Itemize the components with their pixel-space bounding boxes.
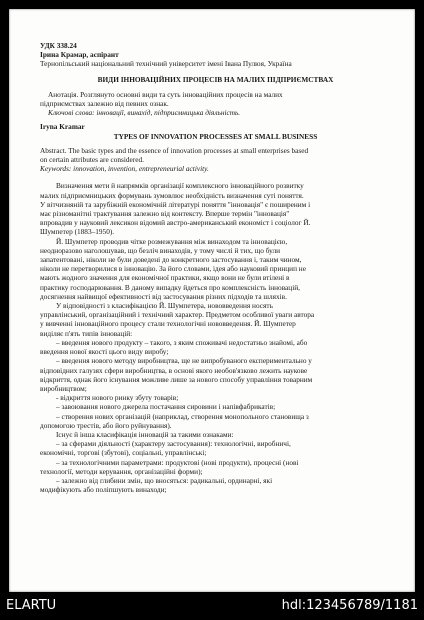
keywords-ua: Ключові слова: інновації, винахід, підприємницька діяльність. [48,108,241,118]
body-line: мають жодного значення для економічної практики, якщо вони не були втілені в [40,273,290,283]
document-page [9,9,415,592]
body-line: у вивченні інноваційного процесу стали технологічні нововведення. Й. Шумпетер [40,319,296,329]
handle-identifier: hdl:123456789/1181 [281,598,418,613]
repository-footer [0,592,424,620]
body-line: має різноманітні трактування залежно від контексту. Вперше термін "інновація" [40,209,290,219]
body-line: – завоювання нового джерела постачання сировини і напівфабрикатів; [56,402,276,412]
body-line: – введення нового методу виробництва, ще не випробуваного експериментально у [56,356,312,366]
title-ua: ВИДИ ІННОВАЦІЙНИХ ПРОЦЕСІВ НА МАЛИХ ПІДПРИЄМСТВАХ [97,74,334,84]
body-line: впровадив у науковий лексикон відомий австро-американський економіст і соціолог Й. [40,218,311,228]
body-line: У вітчизняній та зарубіжній економічній літературі поняття "інновація" є поширеним і [40,199,311,209]
body-line: малих підприємницьких формувань зумовлює необхідність визначення суті поняття. [40,190,304,200]
body-line: Й. Шумпетер проводив чітке розмежування між винаходом та інновацією, [56,236,288,246]
udk-code: УДК 338.24 [40,41,77,50]
body-line: відповідних галузях сфери виробництва, в основі якого необов'язково лежить наукове [40,365,308,375]
body-line: – створення нових організацій (наприклад, створення монопольного становища з [56,411,309,421]
article-content [40,41,391,494]
body-line: неодноразово наголошував, що безліч винаходів, у тому числі й тих, що були [40,245,281,255]
body-line: – за сферами діяльності (характеру застосування): технологічні, виробничі, [56,439,291,449]
body-line: технології, методи керування, організаційні форми); [40,466,203,476]
body-line: запатентовані, ніколи не були доведені до конкретного застосування і, таким чином, [40,255,302,265]
body-line: виробництвом; [40,383,87,393]
body-line: управлінський, організаційний і технічний характер. Предметом особливої уваги автора [40,310,315,320]
body-line: – введення нового продукту – такого, з яким споживачі недостатньо знайомі, або [56,337,308,347]
author-en: Iryna Kramar [40,122,85,132]
abstract-ua-line-1: Анотація. Розглянуто основні види та суть інноваційних процесів на малих [48,89,283,99]
body-line: виділяє п'ять типів інновацій: [40,328,133,338]
affiliation: Тернопільський національний технічний університет імені Івана Пулюя, Україна [40,59,292,69]
body-line: ніколи не перетворилися в інновацію. За його словами, ідея або науковий принцип не [40,264,306,274]
body-line: – залежно від глибини змін, що вносяться: радикальні, ординарні, які [56,475,273,485]
body-line: У відповідності з класифікацією Й. Шумпетера, нововведення носять [56,301,273,311]
body-line: практику господарювання. В даному випадку йдеться про комплексність інновацій, [40,282,300,292]
title-en: TYPES OF INNOVATION PROCESSES AT SMALL BUSINESS [113,131,318,141]
body-line: досягнення найвищої ефективності від застосування різних підходів та шляхів. [40,291,287,301]
repository-name: ELARTU [6,598,57,613]
body-line: Існує й інша класифікація інновацій за такими ознаками: [56,429,234,439]
body-line: введення нової якості цього виду виробу; [40,347,169,357]
body-line: Визначення мети й напрямків організації комплексного інноваційного розвитку [56,181,304,191]
body-line: модифікують або поліпшують винаходи; [40,485,167,495]
abstract-ua-line-2: підприємствах залежно від певних ознак. [40,99,169,109]
abstract-en-line-1: Abstract. The basic types and the essence of innovation processes at small enterprises based [40,145,309,155]
body-line: відкриття, однак його існування можливе лише за нового способу управління товарним [40,374,313,384]
body-line: економічні, торгові (збутові), соціальні, управлінські; [40,448,207,458]
body-text [40,181,391,494]
body-line: допомогою трестів, або його руйнування). [40,420,172,430]
author-ua: Ірина Крамар, аспірант [40,50,119,60]
body-line: Шумпетер (1883–1950). [40,227,115,237]
abstract-en-line-2: on certain attributes are considered. [40,155,144,165]
body-line: - відкриття нового ринку збуту товарів; [56,393,179,403]
body-line: – за технологічними параметрами: продуктові (нові продукти), процесні (нові [56,457,299,467]
keywords-en: Keywords: innovation, invention, entrepreneurial activity. [40,164,209,174]
